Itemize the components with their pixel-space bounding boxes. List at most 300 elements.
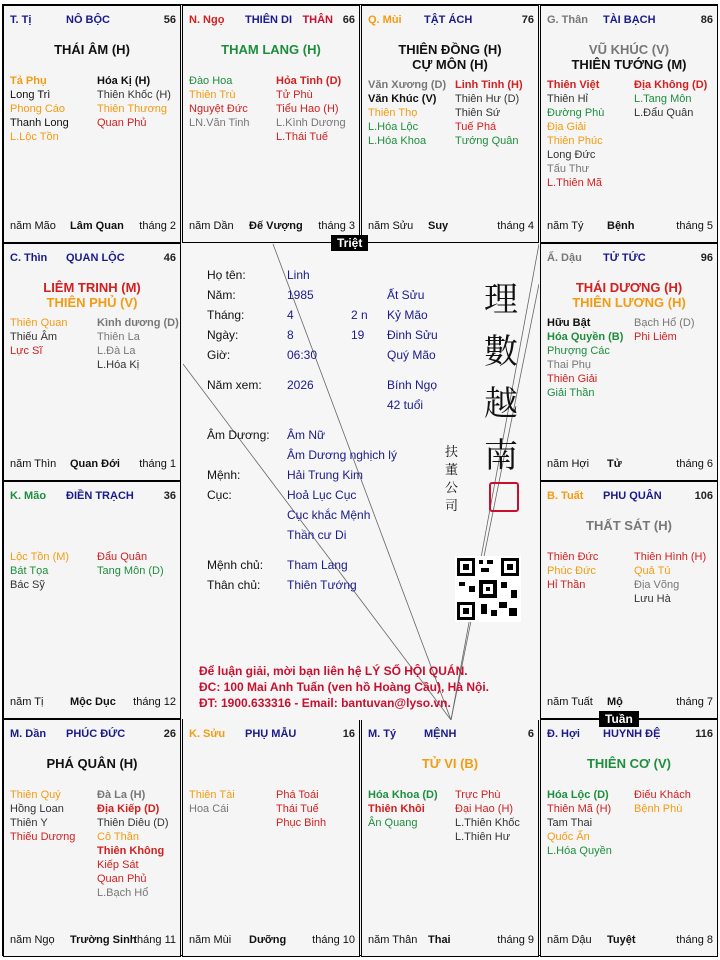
palace-month: tháng 9 bbox=[497, 934, 534, 946]
palace-stage: Suy bbox=[428, 220, 449, 232]
minor-star: Quan Phủ bbox=[97, 873, 147, 885]
palace bbox=[182, 5, 360, 243]
major-stars bbox=[362, 42, 538, 72]
minor-star: L.Bạch Hổ bbox=[97, 887, 149, 899]
palace-stage: Bệnh bbox=[607, 220, 635, 232]
minor-stars-left bbox=[547, 550, 598, 592]
label-thang: Tháng: bbox=[207, 308, 245, 322]
palace-month: tháng 1 bbox=[139, 458, 176, 470]
palace-header bbox=[8, 490, 176, 504]
minor-star: Thiên Khốc (H) bbox=[97, 89, 171, 101]
contact-line-2: ĐC: 100 Mai Anh Tuấn (ven hồ Hoàng Cầu), Hà Nội. bbox=[199, 680, 490, 694]
major-stars bbox=[4, 42, 180, 57]
label-nam: Năm: bbox=[207, 288, 236, 302]
palace bbox=[3, 481, 181, 719]
minor-star: Hỉ Thần bbox=[547, 579, 586, 591]
minor-star: L.Thiên Mã bbox=[547, 177, 603, 189]
palace-number: 36 bbox=[163, 490, 176, 502]
palace bbox=[3, 243, 181, 481]
minor-star: L.Tang Môn bbox=[634, 93, 692, 105]
minor-star: Quốc Ấn bbox=[547, 831, 590, 843]
palace-year: năm Tuất bbox=[547, 696, 593, 708]
palace-name: NÔ BỘC bbox=[66, 14, 110, 26]
palace-stage: Dưỡng bbox=[249, 934, 287, 946]
palace-number: 96 bbox=[700, 252, 713, 264]
label-cuc: Cục: bbox=[207, 488, 232, 502]
palace-footer bbox=[10, 458, 176, 472]
minor-stars-right bbox=[634, 550, 706, 606]
qr-code-icon[interactable] bbox=[455, 556, 521, 622]
palace-year: năm Thìn bbox=[10, 458, 57, 470]
minor-star: Địa Giải bbox=[547, 121, 587, 133]
major-star: THÁI ÂM (H) bbox=[54, 42, 130, 57]
minor-star: Thiên La bbox=[97, 331, 140, 343]
minor-stars-left bbox=[368, 78, 446, 148]
minor-star: Phượng Các bbox=[547, 345, 610, 357]
palace-header bbox=[8, 252, 176, 266]
minor-star: Thiên Phúc bbox=[547, 135, 603, 147]
minor-star: Thiên Trù bbox=[189, 89, 236, 101]
palace-name: TỬ TỨC bbox=[603, 252, 646, 264]
minor-star: Cô Thần bbox=[97, 831, 139, 843]
minor-star: Kiếp Sát bbox=[97, 859, 139, 871]
minor-star: Thai Phụ bbox=[547, 359, 592, 371]
major-star: THIÊN PHỦ (V) bbox=[46, 295, 138, 310]
major-star: VŨ KHÚC (V) bbox=[588, 42, 670, 57]
minor-star: Thiên Không bbox=[97, 845, 165, 857]
minor-star: Thiên Sứ bbox=[455, 107, 501, 119]
minor-star: Tướng Quân bbox=[455, 135, 519, 147]
palace-header bbox=[545, 252, 713, 266]
seal-char: 越 bbox=[484, 384, 518, 424]
palace-number: 16 bbox=[342, 728, 355, 740]
minor-star: Phúc Đức bbox=[547, 565, 596, 577]
palace-branch: M. Tý bbox=[368, 728, 397, 740]
center-info-panel bbox=[183, 244, 539, 720]
major-stars bbox=[4, 280, 180, 310]
palace-month: tháng 7 bbox=[676, 696, 713, 708]
palace-stage: Mộc Dục bbox=[70, 696, 116, 708]
minor-star: L.Hóa Lộc bbox=[368, 121, 419, 133]
value-nam-xem: 2026 bbox=[287, 378, 314, 392]
major-star: CỰ MÔN (H) bbox=[412, 57, 488, 72]
palace-stage: Thai bbox=[428, 934, 451, 946]
minor-stars-left bbox=[10, 74, 69, 144]
minor-star: L.Thái Tuế bbox=[276, 131, 328, 143]
minor-star: Địa Không (D) bbox=[634, 79, 708, 91]
minor-star: Phi Liêm bbox=[634, 331, 677, 343]
palace-footer bbox=[189, 220, 355, 234]
value-ngay-can: Đinh Sửu bbox=[387, 328, 438, 342]
minor-star: Linh Tinh (H) bbox=[455, 79, 523, 91]
value-cuc: Hoả Lục Cục bbox=[287, 488, 357, 502]
minor-star: Tả Phụ bbox=[10, 75, 47, 87]
minor-stars-right bbox=[97, 74, 171, 130]
value-than-chu: Thiên Tướng bbox=[287, 578, 357, 592]
minor-star: Hóa Lộc (D) bbox=[547, 789, 609, 801]
minor-star: Thiên Việt bbox=[547, 79, 600, 91]
minor-star: Kình dương (D) bbox=[97, 317, 179, 329]
palace-number: 46 bbox=[163, 252, 176, 264]
minor-star: L.Hóa Khoa bbox=[368, 135, 427, 147]
minor-star: Thiên Giải bbox=[547, 373, 598, 385]
palace-header bbox=[187, 14, 355, 28]
palace-month: tháng 2 bbox=[139, 220, 176, 232]
minor-star: Long Đức bbox=[547, 149, 596, 161]
palace-stage: Đế Vượng bbox=[249, 220, 303, 232]
palace-header bbox=[187, 728, 355, 742]
minor-star: Hỏa Tinh (D) bbox=[276, 75, 342, 87]
label-menh-chu: Mệnh chủ: bbox=[207, 558, 264, 572]
minor-star: Bát Tọa bbox=[10, 565, 49, 577]
palace-branch: C. Thìn bbox=[10, 252, 48, 264]
palace-branch: K. Mão bbox=[10, 490, 47, 502]
major-stars bbox=[541, 518, 717, 533]
value-thang-nhuan: 2 n bbox=[351, 308, 368, 322]
minor-star: Bạch Hổ (D) bbox=[634, 317, 695, 329]
palace-footer bbox=[10, 220, 176, 234]
palace-footer bbox=[547, 934, 713, 948]
value-nam: 1985 bbox=[287, 288, 314, 302]
minor-star: Hữu Bật bbox=[547, 317, 591, 329]
minor-star: Thiên Hỉ bbox=[547, 93, 588, 105]
minor-star: Quả Tú bbox=[634, 565, 671, 577]
palace-name: HUYNH ĐỆ bbox=[603, 728, 661, 740]
value-gio-can: Quý Mão bbox=[387, 348, 436, 362]
palace-footer bbox=[10, 934, 176, 948]
minor-star: Thiên Y bbox=[10, 817, 48, 829]
palace-branch: Q. Mùi bbox=[368, 14, 402, 26]
minor-star: Thanh Long bbox=[10, 117, 69, 129]
minor-stars-right bbox=[634, 78, 707, 120]
minor-star: Địa Võng bbox=[634, 579, 680, 591]
value-thang: 4 bbox=[287, 308, 294, 322]
palace-year: năm Tý bbox=[547, 220, 584, 232]
minor-star: L.Đẩu Quân bbox=[634, 107, 694, 119]
minor-stars-left bbox=[189, 74, 250, 130]
palace-stage: Tuyệt bbox=[607, 934, 636, 946]
palace-year: năm Mão bbox=[10, 220, 56, 232]
palace-footer bbox=[547, 220, 713, 234]
major-star: TỬ VI (B) bbox=[421, 756, 479, 771]
palace-month: tháng 10 bbox=[312, 934, 355, 946]
minor-star: L.Thiên Khốc bbox=[455, 817, 520, 829]
seal-char: 理 bbox=[484, 280, 518, 320]
minor-star: Đại Hao (H) bbox=[455, 803, 514, 815]
label-nam-xem: Năm xem: bbox=[207, 378, 262, 392]
minor-star: Tử Phù bbox=[276, 89, 313, 101]
value-ngay: 8 bbox=[287, 328, 294, 342]
value-tuoi: 42 tuổi bbox=[387, 398, 424, 412]
contact-line-1: Để luận giải, mời bạn liên hệ LÝ SỐ HỘI QUÁN. bbox=[199, 664, 468, 678]
palace-branch: M. Dần bbox=[10, 728, 47, 740]
palace-branch: Đ. Hợi bbox=[547, 728, 580, 740]
minor-star: Trực Phù bbox=[455, 789, 501, 801]
palace-number: 6 bbox=[527, 728, 534, 740]
palace-name: THIÊN DI bbox=[245, 14, 293, 26]
minor-star: L.Thiên Hư bbox=[455, 831, 511, 843]
minor-star: Thiếu Dương bbox=[10, 831, 76, 843]
palace-header bbox=[366, 728, 534, 742]
palace-name: PHÚC ĐỨC bbox=[66, 728, 126, 740]
major-stars bbox=[541, 42, 717, 72]
minor-star: Thái Tuế bbox=[276, 803, 319, 815]
palace-month: tháng 5 bbox=[676, 220, 713, 232]
minor-stars-left bbox=[368, 788, 438, 830]
minor-star: L.Đà La bbox=[97, 345, 136, 357]
major-star: THẤT SÁT (H) bbox=[586, 518, 672, 533]
palace-branch: B. Tuất bbox=[547, 490, 584, 502]
minor-stars-left bbox=[547, 788, 612, 858]
horoscope-chart bbox=[2, 4, 718, 956]
palace-number: 56 bbox=[163, 14, 176, 26]
major-star: PHÁ QUÂN (H) bbox=[46, 756, 138, 771]
palace-number: 76 bbox=[521, 14, 534, 26]
minor-star: Hoa Cái bbox=[189, 803, 229, 815]
major-star: THÁI DƯƠNG (H) bbox=[575, 280, 683, 295]
seal-small-text: 扶董公司 bbox=[445, 445, 459, 514]
palace-footer bbox=[10, 696, 176, 710]
palace-stage: Quan Đới bbox=[70, 458, 120, 470]
palace-number: 26 bbox=[163, 728, 176, 740]
minor-star: Đào Hoa bbox=[189, 75, 233, 87]
minor-star: Phục Binh bbox=[276, 817, 327, 829]
palace-branch: G. Thân bbox=[547, 14, 588, 26]
value-nam-can: Ất Sửu bbox=[387, 288, 425, 302]
palace-number: 116 bbox=[695, 728, 713, 740]
palace-branch: Ấ. Dậu bbox=[547, 252, 582, 264]
minor-star: L.Kình Dương bbox=[276, 117, 346, 129]
minor-star: Long Trì bbox=[10, 89, 51, 101]
minor-star: Đẩu Quân bbox=[97, 551, 148, 563]
palace-header bbox=[366, 14, 534, 28]
palace-year: năm Tị bbox=[10, 696, 44, 708]
palace-footer bbox=[547, 696, 713, 710]
palace-footer bbox=[368, 220, 534, 234]
palace bbox=[540, 243, 718, 481]
minor-star: Điếu Khách bbox=[634, 789, 691, 801]
label-than-chu: Thân chủ: bbox=[207, 578, 261, 592]
minor-stars-right bbox=[634, 788, 691, 816]
minor-stars-right bbox=[97, 550, 164, 578]
minor-star: Thiên Tài bbox=[189, 789, 235, 801]
palace-month: tháng 3 bbox=[318, 220, 355, 232]
minor-star: Bác Sỹ bbox=[10, 579, 45, 591]
minor-star: Thiếu Âm bbox=[10, 331, 58, 343]
palace-name: ĐIỀN TRẠCH bbox=[66, 490, 134, 502]
minor-stars-left bbox=[10, 316, 67, 358]
minor-star: Đường Phù bbox=[547, 107, 605, 119]
major-stars bbox=[183, 42, 359, 57]
value-thang-can: Kỷ Mão bbox=[387, 308, 428, 322]
value-ho-ten: Linh bbox=[287, 268, 310, 282]
palace-footer bbox=[189, 934, 355, 948]
minor-star: Thiên Diêu (D) bbox=[97, 817, 169, 829]
palace-name: TẬT ÁCH bbox=[424, 14, 473, 26]
palace-month: tháng 12 bbox=[133, 696, 176, 708]
minor-star: Hồng Loan bbox=[10, 803, 64, 815]
minor-star: Hóa Quyền (B) bbox=[547, 331, 624, 343]
minor-star: Thiên Mã (H) bbox=[547, 803, 612, 815]
minor-star: L.Lộc Tồn bbox=[10, 131, 59, 143]
major-stars bbox=[541, 280, 717, 310]
minor-stars-right bbox=[455, 788, 520, 844]
minor-stars-right bbox=[276, 788, 326, 830]
tuan-badge: Tuần bbox=[599, 711, 639, 727]
palace-branch: K. Sửu bbox=[189, 728, 226, 740]
major-star: THIÊN LƯƠNG (H) bbox=[572, 295, 686, 310]
palace-year: năm Mùi bbox=[189, 934, 232, 946]
minor-star: L.Hóa Kị bbox=[97, 359, 140, 371]
triet-badge: Triệt bbox=[331, 235, 368, 251]
minor-star: Thiên Thương bbox=[97, 103, 168, 115]
palace bbox=[540, 5, 718, 243]
minor-star: Phong Cáo bbox=[10, 103, 66, 115]
minor-star: Tuế Phá bbox=[455, 121, 497, 133]
palace bbox=[182, 719, 360, 957]
minor-star: Quan Phủ bbox=[97, 117, 147, 129]
minor-star: Tang Môn (D) bbox=[97, 565, 164, 577]
minor-stars-right bbox=[276, 74, 346, 144]
palace-stage: Tử bbox=[607, 458, 622, 470]
minor-star: Thiên Đức bbox=[547, 551, 599, 563]
minor-star: Giải Thần bbox=[547, 387, 595, 399]
seal-char: 南 bbox=[484, 436, 518, 476]
minor-star: Phá Toái bbox=[276, 789, 319, 801]
minor-star: L.Hóa Quyền bbox=[547, 845, 612, 857]
minor-star: Thiên Hư (D) bbox=[455, 93, 520, 105]
palace bbox=[3, 5, 181, 243]
palace-header bbox=[8, 728, 176, 742]
minor-stars-left bbox=[547, 316, 623, 400]
major-star: THIÊN CƠ (V) bbox=[586, 756, 672, 771]
value-menh-chu: Tham Lang bbox=[287, 558, 348, 572]
palace-year: năm Dần bbox=[189, 220, 234, 232]
than-marker: THÂN bbox=[302, 14, 333, 26]
minor-star: LN.Văn Tinh bbox=[189, 117, 250, 129]
major-star: THAM LANG (H) bbox=[221, 42, 321, 57]
major-star: THIÊN ĐỒNG (H) bbox=[398, 42, 502, 57]
palace-stage: Trường Sinh bbox=[70, 934, 137, 946]
palace-number: 86 bbox=[700, 14, 713, 26]
minor-star: Lưu Hà bbox=[634, 593, 671, 605]
calligraphy-seal bbox=[471, 274, 531, 482]
palace-month: tháng 8 bbox=[676, 934, 713, 946]
value-menh: Hải Trung Kim bbox=[287, 468, 364, 482]
value-cuc-2: Cục khắc Mệnh bbox=[287, 508, 371, 522]
palace-number: 106 bbox=[694, 490, 713, 502]
palace-stage: Lâm Quan bbox=[70, 220, 124, 232]
contact-line-3[interactable]: ĐT: 1900.633316 - Email: bantuvan@lyso.vn. bbox=[199, 696, 451, 710]
value-nam-xem-can: Bính Ngọ bbox=[387, 378, 438, 392]
palace-footer bbox=[547, 458, 713, 472]
value-ngay-am: 19 bbox=[351, 328, 365, 342]
palace-stage: Mộ bbox=[607, 696, 623, 708]
label-ngay: Ngày: bbox=[207, 328, 239, 342]
palace-branch: N. Ngọ bbox=[189, 14, 225, 26]
palace-name: MỆNH bbox=[424, 728, 457, 740]
palace-year: năm Thân bbox=[368, 934, 418, 946]
minor-star: Hóa Khoa (D) bbox=[368, 789, 438, 801]
minor-star: Hóa Kị (H) bbox=[97, 75, 151, 87]
major-stars bbox=[541, 756, 717, 771]
palace-number: 66 bbox=[342, 14, 355, 26]
palace-year: năm Hợi bbox=[547, 458, 590, 470]
major-stars bbox=[362, 756, 538, 771]
minor-stars-right bbox=[634, 316, 695, 344]
red-stamp-icon bbox=[489, 482, 519, 512]
palace bbox=[540, 481, 718, 719]
palace-footer bbox=[368, 934, 534, 948]
minor-star: Thiên Quan bbox=[10, 317, 68, 329]
palace-header bbox=[545, 490, 713, 504]
value-am-duong-2: Âm Dương nghịch lý bbox=[287, 448, 397, 462]
label-am-duong: Âm Dương: bbox=[207, 428, 270, 442]
palace-header bbox=[545, 14, 713, 28]
minor-stars-right bbox=[97, 316, 179, 372]
minor-star: Ân Quang bbox=[368, 817, 418, 829]
value-am-duong: Âm Nữ bbox=[287, 428, 326, 442]
minor-star: Nguyệt Đức bbox=[189, 103, 248, 115]
palace-name: PHỤ MẪU bbox=[245, 728, 297, 740]
major-stars bbox=[4, 756, 180, 771]
minor-stars-right bbox=[97, 788, 169, 900]
minor-stars-left bbox=[547, 78, 604, 190]
minor-star: Thiên Thọ bbox=[368, 107, 418, 119]
minor-star: Thiên Quý bbox=[10, 789, 61, 801]
palace-month: tháng 11 bbox=[133, 934, 176, 946]
minor-stars-left bbox=[189, 788, 235, 816]
palace-year: năm Dậu bbox=[547, 934, 592, 946]
minor-star: Tam Thai bbox=[547, 817, 593, 829]
minor-star: Tiểu Hao (H) bbox=[276, 103, 339, 115]
label-menh: Mệnh: bbox=[207, 468, 241, 482]
minor-star: Thiên Khôi bbox=[368, 803, 425, 815]
minor-star: Văn Khúc (V) bbox=[368, 93, 437, 105]
minor-star: Lực Sĩ bbox=[10, 345, 43, 357]
label-gio: Giờ: bbox=[207, 348, 231, 362]
palace bbox=[361, 719, 539, 957]
palace bbox=[361, 5, 539, 243]
palace bbox=[3, 719, 181, 957]
palace-name: QUAN LỘC bbox=[66, 252, 125, 264]
minor-star: Thiên Hình (H) bbox=[634, 551, 707, 563]
minor-star: Địa Kiếp (D) bbox=[97, 803, 160, 815]
value-gio: 06:30 bbox=[287, 348, 318, 362]
minor-star: Lộc Tồn (M) bbox=[10, 551, 70, 563]
value-cuc-3: Thần cư Di bbox=[287, 528, 347, 542]
minor-star: Tấu Thư bbox=[547, 163, 590, 175]
palace bbox=[540, 719, 718, 957]
minor-star: Bệnh Phù bbox=[634, 803, 683, 815]
minor-star: Đà La (H) bbox=[97, 789, 146, 801]
minor-stars-right bbox=[455, 78, 523, 148]
major-star: LIÊM TRINH (M) bbox=[43, 280, 141, 295]
major-star: THIÊN TƯỚNG (M) bbox=[571, 57, 687, 72]
palace-header bbox=[8, 14, 176, 28]
palace-name: PHU QUÂN bbox=[603, 490, 662, 502]
seal-char: 數 bbox=[484, 332, 518, 372]
minor-stars-left bbox=[10, 788, 75, 844]
minor-star: Văn Xương (D) bbox=[368, 79, 447, 91]
palace-month: tháng 4 bbox=[497, 220, 534, 232]
minor-stars-left bbox=[10, 550, 69, 592]
palace-name: TÀI BẠCH bbox=[603, 14, 656, 26]
palace-year: năm Sửu bbox=[368, 220, 414, 232]
palace-month: tháng 6 bbox=[676, 458, 713, 470]
palace-header bbox=[545, 728, 713, 742]
palace-year: năm Ngọ bbox=[10, 934, 55, 946]
